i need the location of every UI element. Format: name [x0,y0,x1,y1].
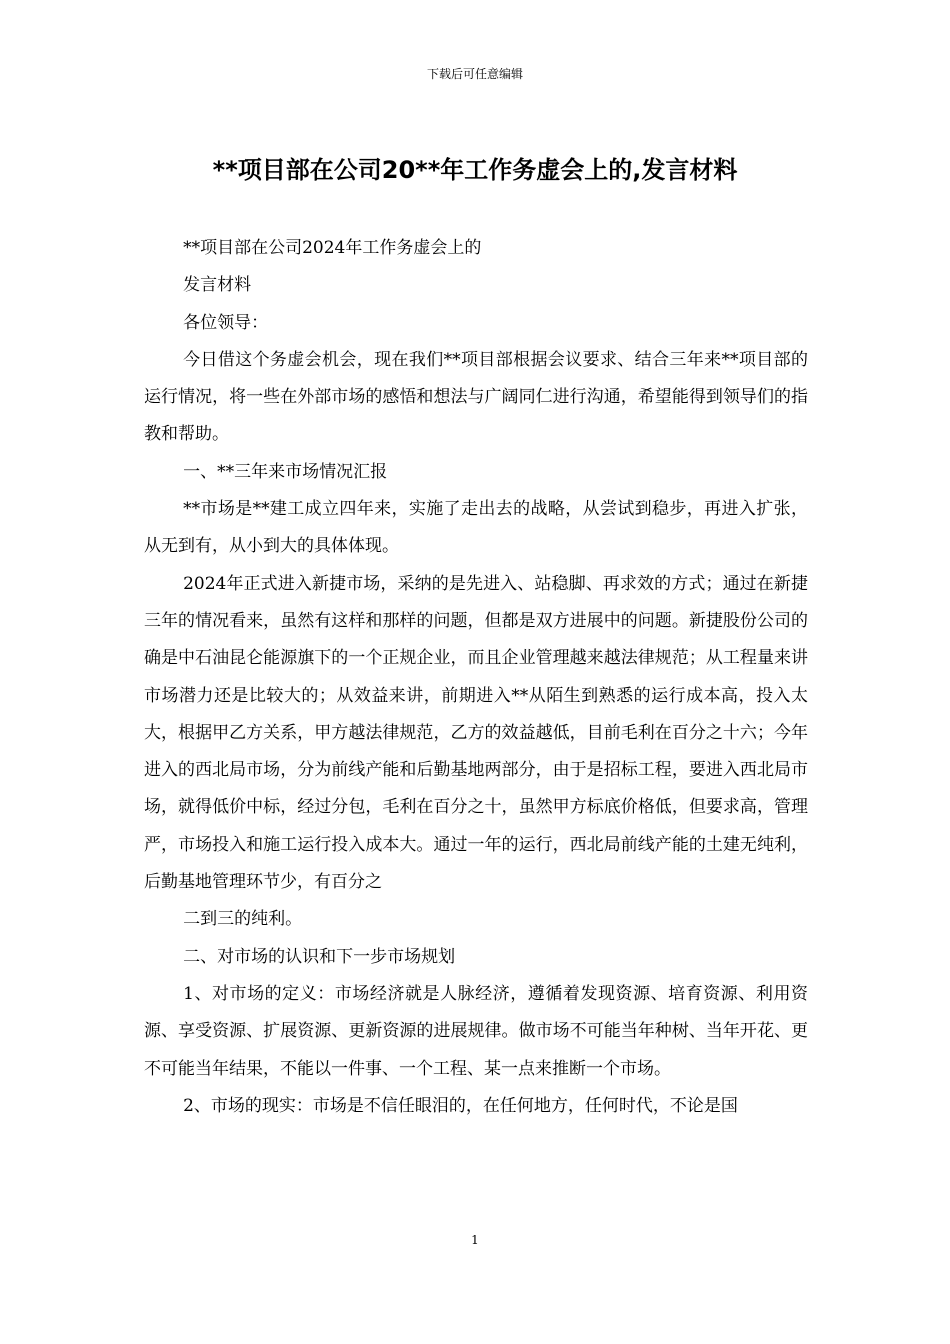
body-paragraph: 2024年正式进入新捷市场，采纳的是先进入、站稳脚、再求效的方式；通过在新捷三年的情况看来，虽然有这样和那样的问题，但都是双方进展中的问题。新捷股份公司的确是中石油昆仑能源旗下的一个正规企业，而且企业管理越来越法律规范；从工程量来讲市场潜力还是比较大的；从效益来讲，前期进入**从陌生到熟悉的运行成本高，投入太大，根据甲乙方关系，甲方越法律规范，乙方的效益越低，目前毛利在百分之十六；今年进入的西北局市场，分为前线产能和后勤基地两部分，由于是招标工程，要进入西北局市场，就得低价中标，经过分包，毛利在百分之十，虽然甲方标底价格低，但要求高，管理严，市场投入和施工运行投入成本大。通过一年的运行，西北局前线产能的土建无纯利，后勤基地管理环节少，有百分之 [144,573,808,893]
body-paragraph: 各位领导： [183,312,269,333]
body-paragraph: **项目部在公司2024年工作务虚会上的 [183,238,482,258]
body-paragraph: 发言材料 [183,275,252,296]
document-title: **项目部在公司20**年工作务虚会上的,发言材料 [212,156,738,184]
body-paragraph: **市场是**建工成立四年来，实施了走出去的战略，从尝试到稳步，再进入扩张，从无到有，从小到大的具体体现。 [144,499,808,557]
body-paragraph: 二到三的纯利。 [183,909,303,930]
section-heading: 二、对市场的认识和下一步市场规划 [183,946,456,967]
document-body [144,230,808,1125]
page-number: 1 [471,1233,479,1247]
body-paragraph: 2、市场的现实：市场是不信任眼泪的，在任何地方，任何时代，不论是国 [183,1095,738,1116]
section-heading: 一、**三年来市场情况汇报 [183,461,388,482]
header-note: 下载后可任意编辑 [426,67,523,81]
body-paragraph: 1、对市场的定义：市场经济就是人脉经济，遵循着发现资源、培育资源、利用资源、享受资源、扩展资源、更新资源的进展规律。做市场不可能当年种树、当年开花、更不可能当年结果，不能以一件事、一个工程、某一点来推断一个市场。 [144,983,808,1079]
body-paragraph: 今日借这个务虚会机会，现在我们**项目部根据会议要求、结合三年来**项目部的运行情况，将一些在外部市场的感悟和想法与广阔同仁进行沟通，希望能得到领导们的指教和帮助。 [144,349,808,445]
